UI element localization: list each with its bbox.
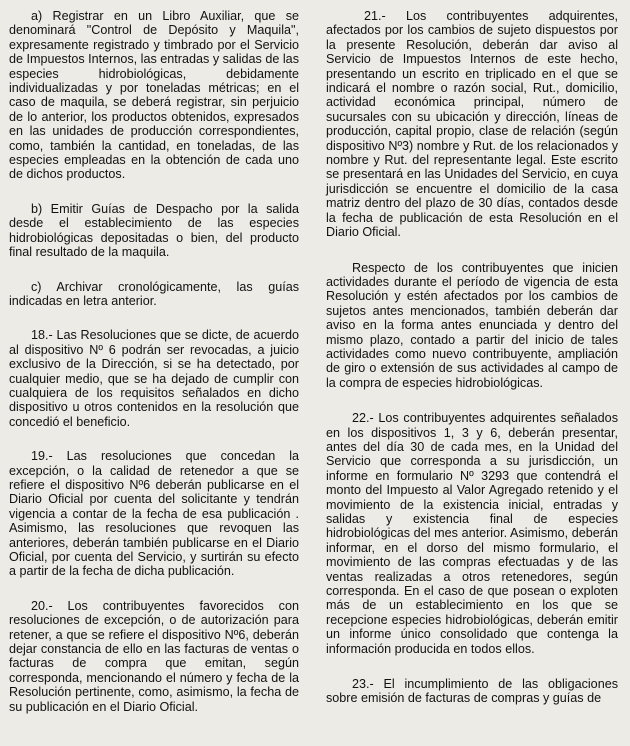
paragraph-respecto: Respecto de los contribuyentes que inicien actividades durante el período de vigencia de esta Resolución y estén afectados por los cambios de sujetos antes mencionados, también deberán dar aviso en la forma antes enunciada y dentro del mismo plazo, contado a partir del inicio de tales actividades como nuevo contribuyente, ampliación de giro o extensión de sus actividades al campo de la compra de especies hidrobiológicas.	[326, 260, 618, 390]
left-column	[9, 9, 299, 714]
paragraph-18: 18.- Las Resoluciones que se dicte, de acuerdo al dispositivo Nº 6 podrán ser revocadas, a juicio exclusivo de la Dirección, si se ha detectado, por cualquier medio, que se ha dejado de cumplir con cualquiera de los requisitos señalados en dicho dispositivo u otros contenidos en la resolución que concedió el beneficio.	[9, 328, 299, 429]
paragraph-21: 21.- Los contribuyentes adquirentes, afectados por los cambios de sujeto dispuestos por la presente Resolución, deberán dar aviso al Servicio de Impuestos Internos de este hecho, presentando un escrito en triplicado en el que se indicará el nombre o razón social, Rut., domicilio, actividad económica principal, número de sucursales con su ubicación y dirección, líneas de producción, capital propio, clase de relación (según dispositivo Nº3) nombre y Rut. de los relacionados y nombre y Rut. del representante legal. Este escrito se presentará en las Unidades del Servicio, en cuya jurisdicción se encuentre el domicilio de la casa matriz dentro del plazo de 30 días, contados desde la fecha de publicación de esta Resolución en el Diario Oficial.	[326, 9, 618, 240]
paragraph-22: 22.- Los contribuyentes adquirentes señalados en los dispositivos 1, 3 y 6, deberán presentar, antes del día 30 de cada mes, en la Unidad del Servicio que corresponda a su jurisdicción, un informe en formulario Nº 3293 que contendrá el monto del Impuesto al Valor Agregado retenido y el movimiento de la existencia inicial, entradas y salidas y existencia final de especies hidrobiológicas del mes anterior. Asimismo, deberán informar, en el dorso del mismo formulario, el movimiento de las compras efectuadas y de las ventas realizadas a otros retenedores, según corresponda. En el caso de que posean o exploten más de un establecimiento en los que se recepcione especies hidrobiológicas, deberán emitir un informe único consolidado que contenga la información producida en todos ellos.	[326, 411, 618, 656]
paragraph-b: b) Emitir Guías de Despacho por la salida desde el establecimiento de las especies hidrobiológicas depositadas o bien, del producto final resultado de la maquila.	[9, 201, 299, 260]
paragraph-c: c) Archivar cronológicamente, las guías indicadas en letra anterior.	[9, 279, 299, 308]
paragraph-23: 23.- El incumplimiento de las obligaciones sobre emisión de facturas de compras y guías de	[326, 677, 618, 706]
right-column	[326, 9, 618, 706]
paragraph-a: a) Registrar en un Libro Auxiliar, que se denominará "Control de Depósito y Maquila", expresamente registrado y timbrado por el Servicio de Impuestos Internos, las entradas y salidas de las especies hidrobiológicas, debidamente individualizadas y por toneladas métricas; en el caso de maquila, se deberá registrar, sin perjuicio de lo anterior, los productos obtenidos, expresados en las unidades de producción correspondientes, como, también la cantidad, en toneladas, de las especies empleadas en la obtención de cada uno de dichos productos.	[9, 9, 299, 182]
paragraph-19: 19.- Las resoluciones que concedan la excepción, o la calidad de retenedor a que se refiere el dispositivo Nº6 deberán publicarse en el Diario Oficial por cuenta del solicitante y tendrán vigencia a contar de la fecha de esa publicación . Asimismo, las resoluciones que revoquen las anteriores, deberán también publicarse en el Diario Oficial, por cuenta del Servicio, y surtirán su efecto a partir de la fecha de dicha publicación.	[9, 449, 299, 579]
paragraph-20: 20.- Los contribuyentes favorecidos con resoluciones de excepción, o de autorización para retener, a que se refiere el dispositivo Nº6, deberán dejar constancia de ello en las facturas de ventas o facturas de compra que emitan, según corresponda, mencionando el número y fecha de la Resolución pertinente, como, asimismo, la fecha de su publicación en el Diario Oficial.	[9, 598, 299, 714]
